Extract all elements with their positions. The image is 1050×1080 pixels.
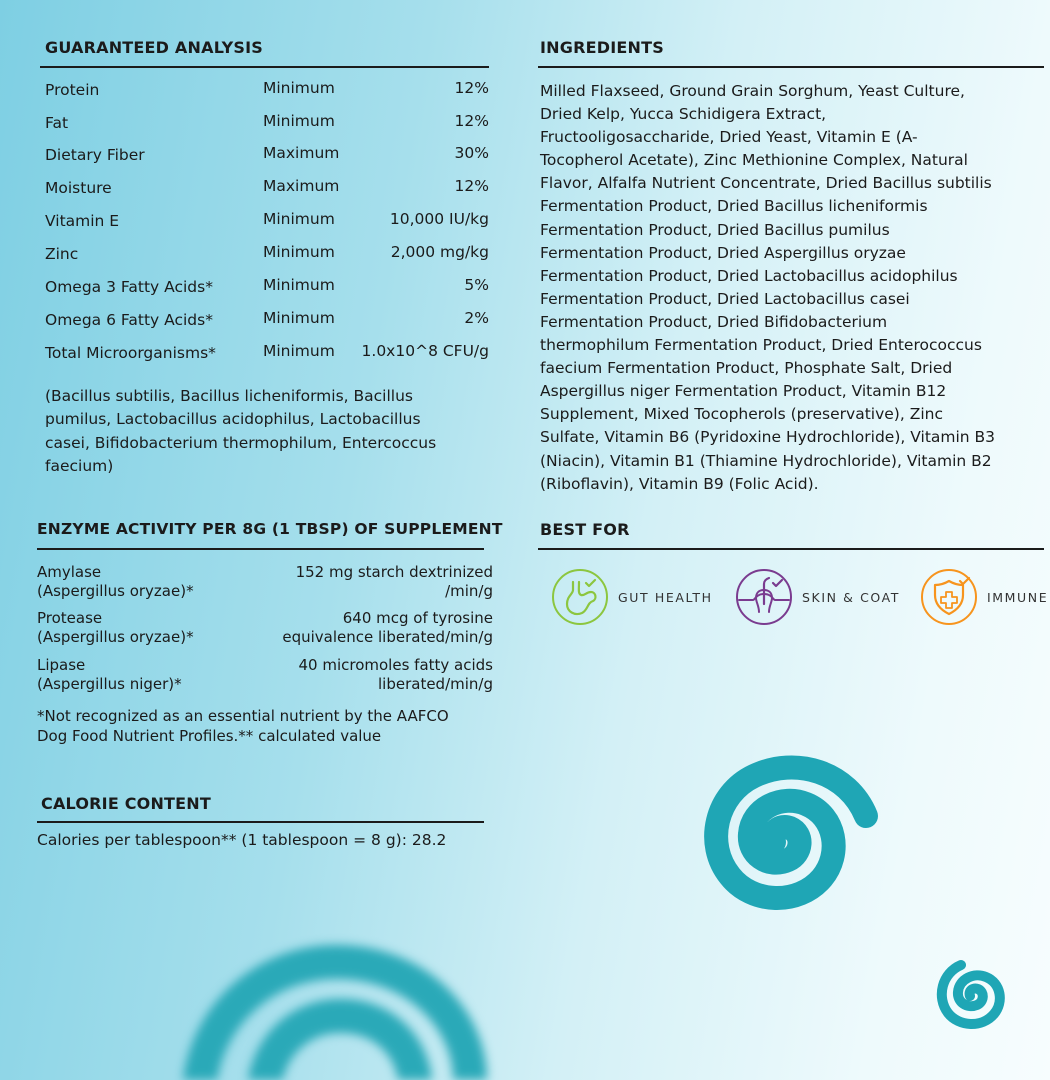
nutrient-basis: Minimum xyxy=(263,309,335,327)
note-line: (Bacillus subtilis, Bacillus licheniformis, Bacillus xyxy=(45,387,413,405)
ingredients-line: Fermentation Product, Dried Lactobacillus casei xyxy=(540,289,910,308)
ingredients-line: Fermentation Product, Dried Bifidobacterium xyxy=(540,312,888,331)
ingredients-rule xyxy=(538,66,1044,68)
ingredients-line: Fructooligosaccharide, Dried Yeast, Vitamin E (A- xyxy=(540,128,918,147)
note-line: faecium) xyxy=(45,456,114,475)
nutrient-amount: 5% xyxy=(464,276,489,294)
ingredients-line: Flavor, Alfalfa Nutrient Concentrate, Dried Bacillus subtilis xyxy=(540,174,992,193)
nutrient-name: Vitamin E xyxy=(45,212,120,230)
enzyme-activity-rule xyxy=(37,548,484,550)
footnote-line: Dog Food Nutrient Profiles.** calculated value xyxy=(37,727,382,745)
enzyme-name: Lipase xyxy=(37,656,86,674)
enzyme-name: Protease xyxy=(37,609,103,627)
nutrient-amount: 10,000 IU/kg xyxy=(389,210,489,228)
ingredients-line: faecium Fermentation Product, Phosphate Salt, Dried xyxy=(540,359,953,378)
ingredients-line: (Niacin), Vitamin B1 (Thiamine Hydrochloride), Vitamin B2 xyxy=(540,451,992,470)
enzyme-name: Amylase xyxy=(37,563,102,581)
ingredients-line: Fermentation Product, Dried Bacillus pumilus xyxy=(540,220,890,239)
nutrient-basis: Minimum xyxy=(263,210,335,228)
best-for-skin-coat xyxy=(735,568,905,628)
calorie-content-heading: CALORIE CONTENT xyxy=(41,794,212,813)
guaranteed-analysis-rule xyxy=(40,66,489,68)
nutrient-amount: 2% xyxy=(464,309,489,327)
nutrient-basis: Maximum xyxy=(263,177,340,195)
ingredients-line: Fermentation Product, Dried Bacillus licheniformis xyxy=(540,197,928,216)
nutrient-basis: Minimum xyxy=(263,112,335,130)
nutrient-amount: 12% xyxy=(454,177,489,195)
nutrient-name: Fat xyxy=(45,114,69,132)
ingredients-line: Supplement, Mixed Tocopherols (preservative), Zinc xyxy=(540,405,943,424)
ingredients-line: Fermentation Product, Dried Lactobacillus acidophilus xyxy=(540,266,958,285)
enzyme-source: (Aspergillus niger)* xyxy=(37,675,182,693)
best-for-label: IMMUNE xyxy=(987,590,1049,605)
nutrient-name: Moisture xyxy=(45,179,112,197)
note-line: casei, Bifidobacterium thermophilum, Entercoccus xyxy=(45,433,437,452)
spiral-logo-icon xyxy=(928,950,1018,1040)
nutrient-name: Omega 3 Fatty Acids* xyxy=(45,278,213,296)
enzyme-value: liberated/min/g xyxy=(378,675,493,693)
nutrient-basis: Minimum xyxy=(263,79,335,97)
ingredients-list xyxy=(540,80,1045,496)
nutrient-name: Dietary Fiber xyxy=(45,146,145,164)
nutrient-name: Zinc xyxy=(45,245,79,263)
nutrient-amount: 12% xyxy=(454,112,489,130)
best-for-immune xyxy=(920,568,1050,628)
footnote-line: *Not recognized as an essential nutrient by the AAFCO xyxy=(37,707,449,725)
nutrient-amount: 1.0x10^8 CFU/g xyxy=(361,342,489,360)
enzyme-source: (Aspergillus oryzae)* xyxy=(37,628,194,646)
nutrient-basis: Minimum xyxy=(263,342,335,360)
shield-cross-icon xyxy=(920,568,978,626)
enzyme-value: 640 mcg of tyrosine xyxy=(342,609,493,627)
table-row xyxy=(45,212,489,245)
best-for-rule xyxy=(538,548,1044,550)
enzyme-value: equivalence liberated/min/g xyxy=(282,628,493,646)
ingredients-line: (Riboflavin), Vitamin B9 (Folic Acid). xyxy=(540,474,819,493)
ingredients-heading: INGREDIENTS xyxy=(540,38,664,57)
table-row xyxy=(45,278,489,311)
ingredients-line: thermophilum Fermentation Product, Dried Enterococcus xyxy=(540,336,982,355)
table-row xyxy=(45,245,489,278)
guaranteed-analysis-heading: GUARANTEED ANALYSIS xyxy=(45,38,263,57)
spiral-large-decoration xyxy=(650,720,910,960)
nutrient-name: Omega 6 Fatty Acids* xyxy=(45,311,213,329)
calorie-content-rule xyxy=(37,821,484,823)
enzyme-row xyxy=(37,656,493,696)
table-row xyxy=(45,146,489,179)
table-row xyxy=(45,311,489,344)
enzyme-source: (Aspergillus oryzae)* xyxy=(37,582,194,600)
calorie-content-text: Calories per tablespoon** (1 tablespoon = 8 g): 28.2 xyxy=(37,831,447,849)
table-row xyxy=(45,81,489,114)
enzyme-value: 152 mg starch dextrinized xyxy=(295,563,493,581)
best-for-gut-health xyxy=(551,568,721,628)
nutrient-basis: Maximum xyxy=(263,144,340,162)
enzyme-value: 40 micromoles fatty acids xyxy=(298,656,493,674)
enzyme-row xyxy=(37,609,493,649)
nutrient-amount: 30% xyxy=(454,144,489,162)
nutrient-basis: Minimum xyxy=(263,243,335,261)
table-row xyxy=(45,344,489,377)
ingredients-line: Fermentation Product, Dried Aspergillus oryzae xyxy=(540,243,906,262)
ingredients-line: Sulfate, Vitamin B6 (Pyridoxine Hydrochloride), Vitamin B3 xyxy=(540,428,996,447)
nutrient-amount: 2,000 mg/kg xyxy=(390,243,489,261)
nutrient-basis: Minimum xyxy=(263,276,335,294)
table-row xyxy=(45,179,489,212)
best-for-label: SKIN & COAT xyxy=(802,590,901,605)
hair-follicle-icon xyxy=(735,568,793,626)
ingredients-line: Aspergillus niger Fermentation Product, Vitamin B12 xyxy=(540,382,947,401)
nutrient-amount: 12% xyxy=(454,79,489,97)
enzyme-activity-heading: ENZYME ACTIVITY PER 8G (1 TBSP) OF SUPPLEMENT xyxy=(37,520,503,538)
note-line: pumilus, Lactobacillus acidophilus, Lactobacillus xyxy=(45,410,421,429)
enzyme-row xyxy=(37,563,493,603)
nutrient-name: Total Microorganisms* xyxy=(45,344,216,362)
ingredients-line: Tocopherol Acetate), Zinc Methionine Complex, Natural xyxy=(540,151,968,170)
best-for-label: GUT HEALTH xyxy=(618,590,713,605)
nutrient-name: Protein xyxy=(45,81,100,99)
spiral-bottom-decoration xyxy=(170,930,510,1080)
table-row xyxy=(45,114,489,147)
enzyme-footnote xyxy=(37,706,497,746)
microorganisms-note xyxy=(45,385,495,478)
best-for-heading: BEST FOR xyxy=(540,520,630,539)
ingredients-line: Dried Kelp, Yucca Schidigera Extract, xyxy=(540,105,827,124)
stomach-icon xyxy=(551,568,609,626)
ingredients-line: Milled Flaxseed, Ground Grain Sorghum, Yeast Culture, xyxy=(540,82,965,100)
enzyme-value: /min/g xyxy=(445,582,493,600)
